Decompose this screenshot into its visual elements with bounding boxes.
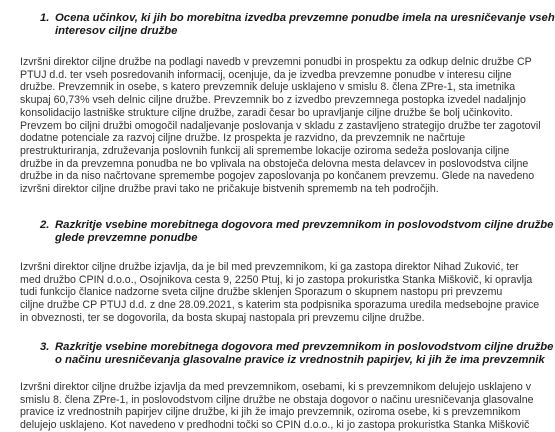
section-2-heading [40, 219, 554, 245]
body-line: družbe. Prevzemnik in osebe, s katero prevzemnik deluje usklajeno v smislu 8. člena ZPre-1, sta imetnika [20, 81, 516, 94]
section-1-body [20, 56, 541, 196]
section-1-heading [40, 12, 555, 38]
body-line: dodatne potenciale za razvoj ciljne družbe. Iz prospekta je razvidno, da prevzemnik ne načrtuje [20, 132, 466, 145]
body-line: smislu 8. člena ZPre-1, in poslovodstvom ciljne družbe ne obstaja dogovor o načinu uresničevanja glasovalne [20, 393, 534, 406]
body-line: in obveznosti, ter se dogovorila, da bosta skupaj nastopala pri prevzemu ciljne družbe. [20, 311, 425, 324]
section-3-number: 3. [40, 341, 50, 353]
body-line: skupaj 60,73% vseh delnic ciljne družbe. Prevzemnik bo z izvedbo prevzemnega postopka izvedel nadaljnjo [20, 94, 526, 107]
body-line: družbe in da niso načrtovane spremembe pogojev zaposlovanja po končanem prevzemu. Glede na navedeno [20, 170, 535, 183]
body-line: konsolidacijo lastniške strukture ciljne družbe, zaradi česar bo upravljanje ciljne družbe še bolj učinkovito. [20, 106, 513, 119]
body-line: Izvršni direktor ciljne družbe izjavlja da med prevzemnikom, osebami, ki s prevzemnikom delujejo usklajeno v [20, 381, 532, 393]
section-3-heading [40, 341, 554, 367]
body-line: prestrukturiranja, združevanja poslovnih funkcij ali spremembe lokacije oziroma sedeža poslovanja ciljne [20, 144, 510, 157]
body-line: Prevzem bo ciljni družbi omogočil nadaljevanje poslovanja v skladu z zastavljeno strategijo družbe ter zagotovil [20, 119, 541, 132]
section-1-number: 1. [40, 12, 50, 24]
section-2-body [20, 261, 540, 325]
body-line: družbe in da prevzemna ponudba ne bo vplivala na obstoječa delovna mesta delavcev in poslovodstva ciljne [20, 157, 529, 170]
body-line: med družbo CPIN d.o.o., Osojnikova cesta 9, 2250 Ptuj, ki jo zastopa prokuristka Stanka Miškovič, ki opravlja [20, 273, 533, 286]
body-line: izvršni direktor ciljne družbe pravi tako ne pričakuje bistvenih sprememb na teh področjih. [20, 183, 439, 196]
section-1-title-line: interesov ciljne družbe [55, 25, 178, 37]
section-2-number: 2. [40, 219, 50, 231]
body-line: Izvršni direktor ciljne družbe na podlagi navedb v prevzemni ponudbi in prospektu za odkup delnic družbe CP [20, 56, 532, 68]
body-line: delujejo usklajeno. Kot navedeno v predhodni točki so CPIN d.o.o., ki jo zastopa prokuristka Stanka Miškovič [20, 419, 530, 432]
body-line: Izvršni direktor ciljne družbe izjavlja, da je bil med prevzemnikom, ki ga zastopa direktor Nihad Zuković, ter [20, 261, 519, 273]
section-2-title-line: glede prevzemne ponudbe [55, 232, 198, 244]
section-2-title-line: Razkritje vsebine morebitnega dogovora med prevzemnikom in poslovodstvom ciljne družbe [55, 219, 554, 231]
section-3-title-line: o načinu uresničevanja glasovalne pravice iz vrednostnih papirjev, ki jih že ima prevzemnik [55, 354, 545, 366]
section-3-title-line: Razkritje vsebine morebitnega dogovora med prevzemnikom in poslovodstvom ciljne družbe [55, 341, 554, 353]
body-line: ciljne družbe CP PTUJ d.d. z dne 28.09.2021, s katerim sta podpisnika sporazuma uredila medsebojne pravice [20, 299, 540, 312]
body-line: pravice iz vrednostnih papirjev ciljne družbe, ki jih že imajo prevzemnik, oziroma osebe, ki s prevzemnikom [20, 406, 521, 419]
body-line: tudi funkcijo članice nadzorne sveta ciljne družbe sklenjen Sporazum o skupnem nastopu pri prevzemu [20, 286, 503, 299]
section-1-title-line: Ocena učinkov, ki jih bo morebitna izvedba prevzemne ponudbe imela na uresničevanje vseh [55, 12, 555, 24]
section-3-body [20, 381, 534, 432]
body-line: PTUJ d.d. ter vseh posredovanih informacij, ocenjuje, da je izvedba prevzemne ponudbe v interesu ciljne [20, 68, 512, 81]
